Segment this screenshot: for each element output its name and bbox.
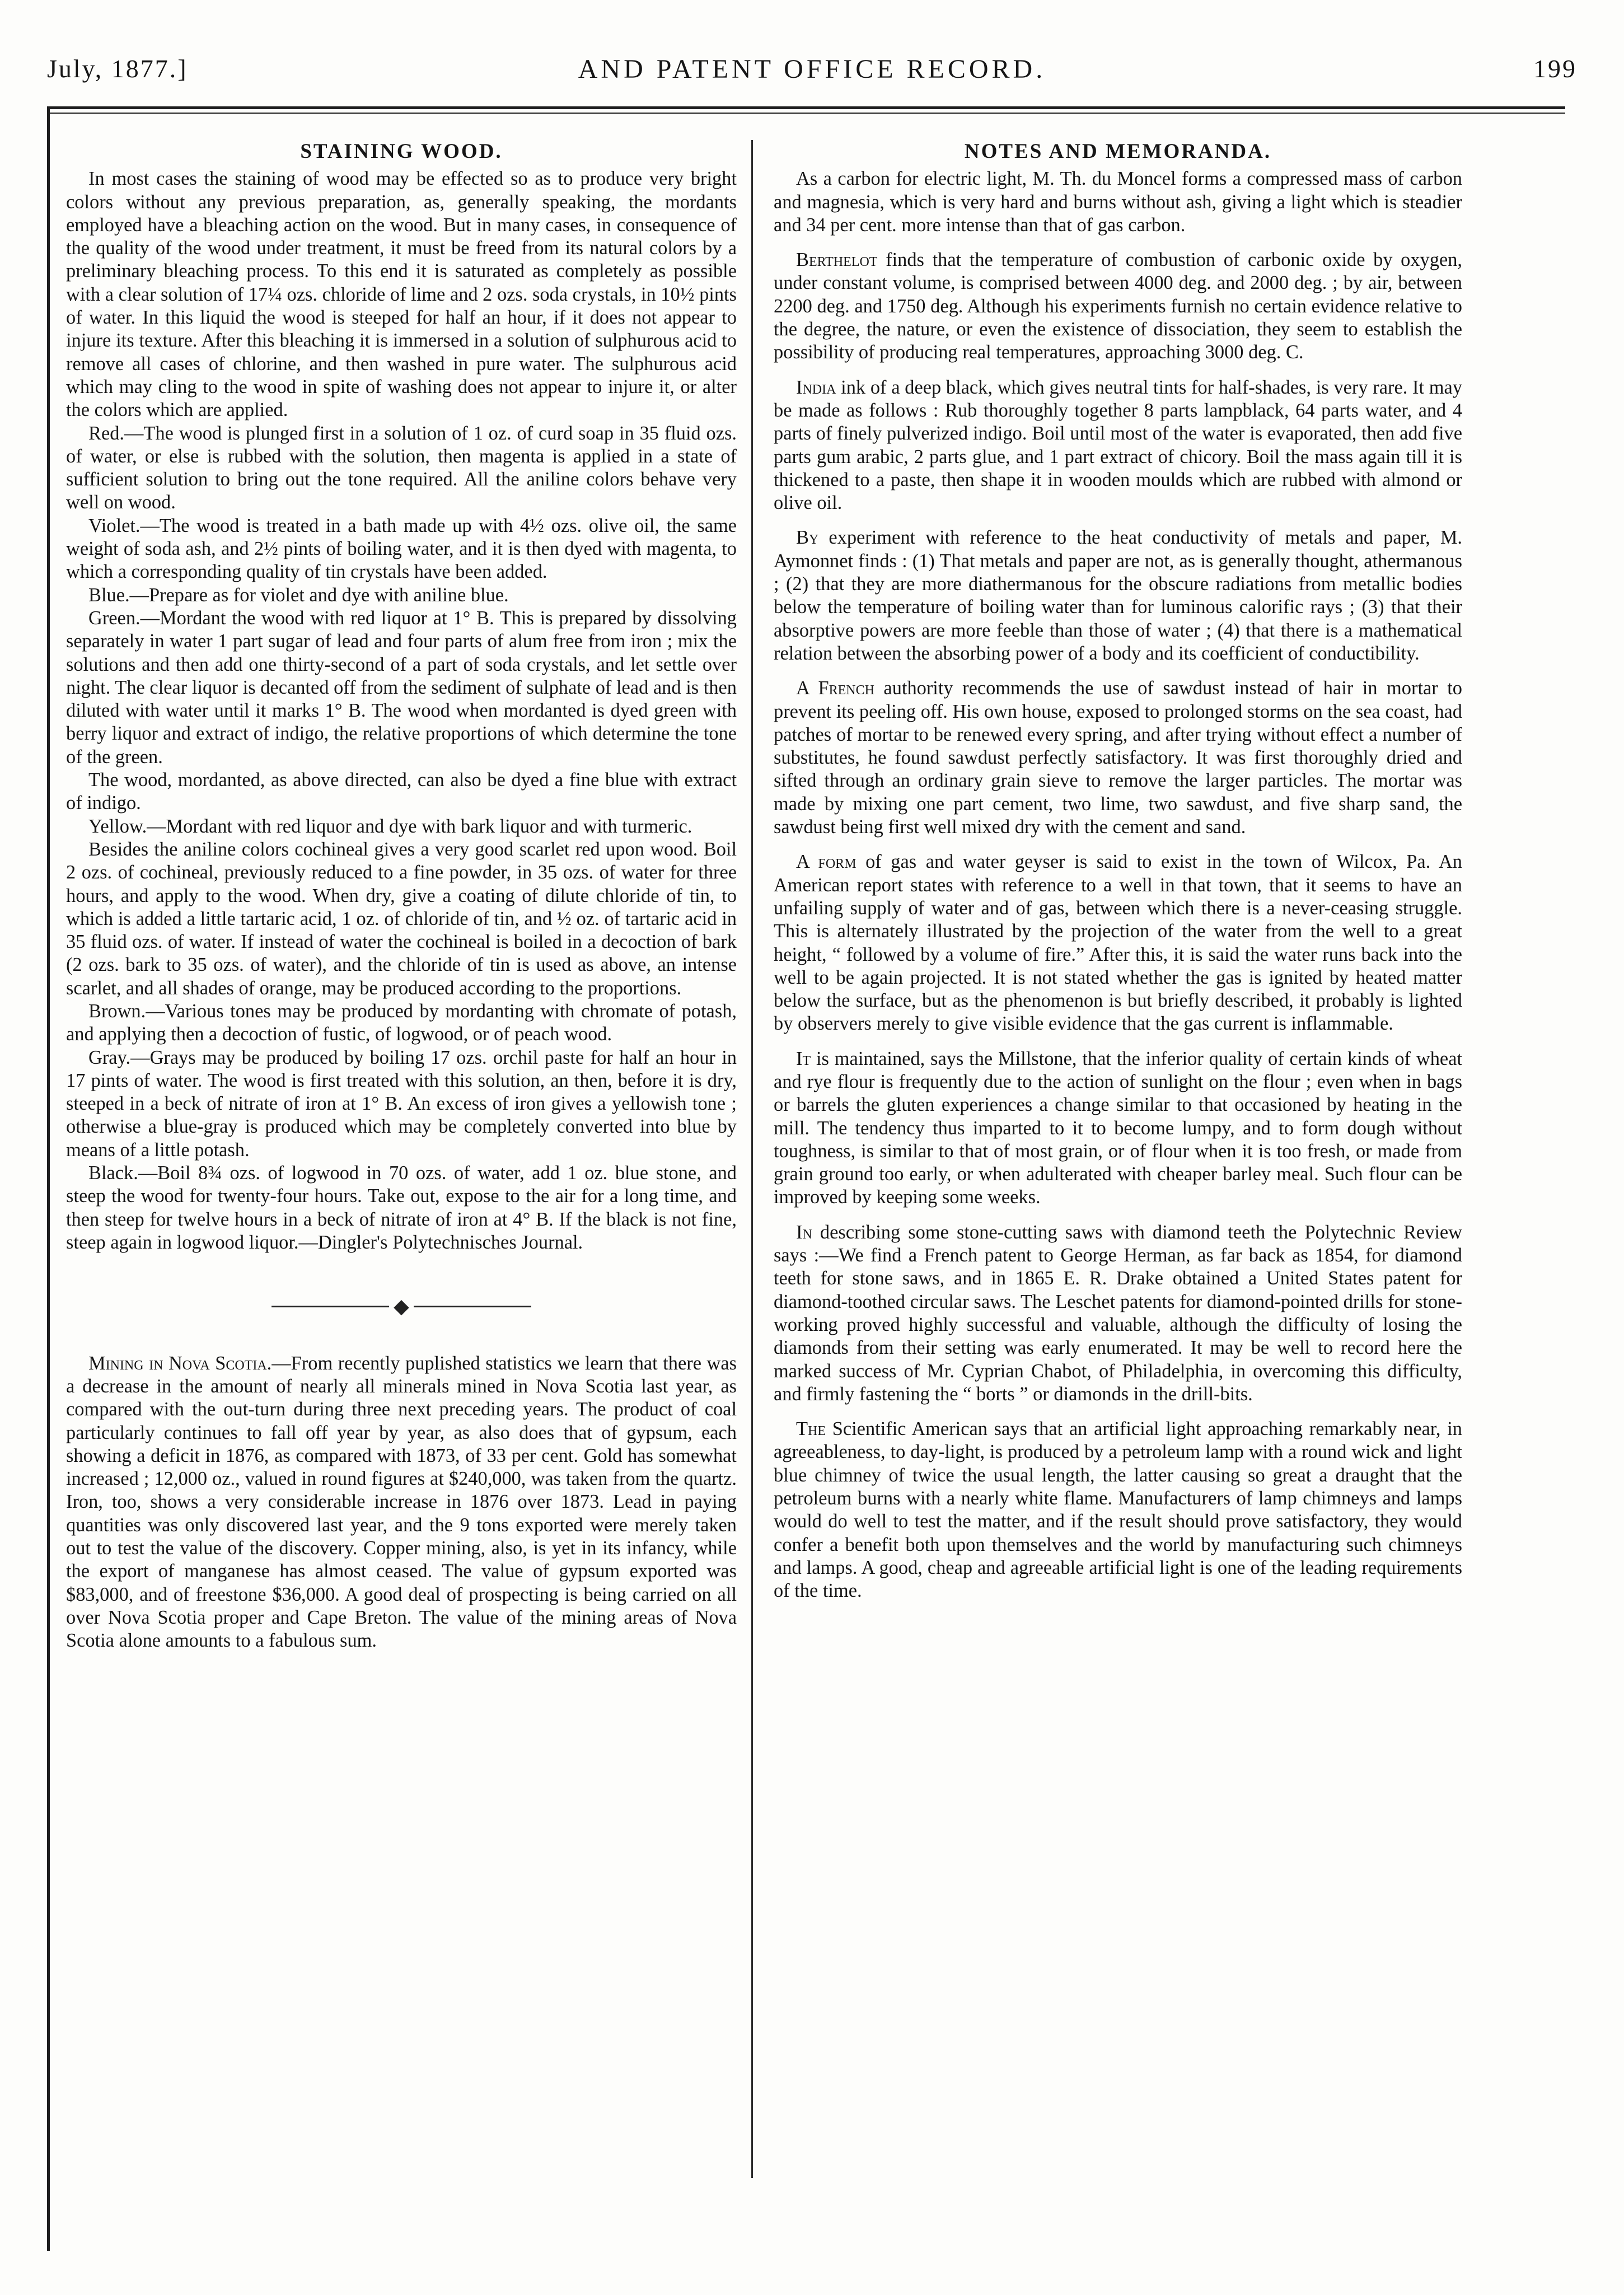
header-rule-thin (47, 113, 1565, 114)
memoranda-lead: In (796, 1221, 812, 1243)
staining-paragraph: Besides the aniline colors cochineal gives a very good scarlet red upon wood. Boil 2 ozs. of cochineal, previously reduced to a fine powder, in 35 ozs. of water for three hours, and apply to the wood. When dry, give a coating of dilute chloride of tin, to which is added a little tartaric acid, 1 oz. of chloride of tin, and ½ oz. of tartaric acid in 35 fluid ozs. of water. If instead of water the cochineal is boiled in a decoction of bark (2 ozs. bark to 35 ozs. of water), and the chloride of tin is used as above, an intense scarlet, and all shades of orange, may be produced according to the proportions. (66, 838, 737, 999)
memoranda-body: Scientific American says that an artificial light approaching remarkably near, in agreeableness, to day-light, is produced by a petroleum lamp with a round wick and light blue chimney of twice the usual length, the latter causing so great a draught that the petroleum burns with a nearly white flame. Manufacturers of lamp chimneys and lamps would do well to test the matter, and if the result should prove satisfactory, they would confer a benefit both upon themselves and the world by manufacturing such chimneys and lamps. A good, cheap and agreeable artificial light is one of the leading requirements of the time. (774, 1418, 1462, 1602)
memoranda-lead: India (796, 376, 836, 398)
left-column (66, 140, 737, 2251)
memoranda-paragraph (774, 1221, 1462, 1406)
mining-body: —From recently puplished statistics we learn that there was a decrease in the amount of nearly all minerals mined in Nova Scotia last year, as compared with the out-turn during three next preceding years. The product of coal particularly continues to fall off year by year, as also does that of gypsum, each showing a deficit in 1876, as compared with 1873, of 33 per cent. Gold has somewhat increased ; 12,000 oz., valued in round figures at $240,000, was taken from the quartz. Iron, too, shows a very considerable increase in 1876 over 1873. Lead in paying quantities was only discovered last year, and the 9 tons exported were merely taken out to test the value of the discovery. Copper mining, also, is yet in its infancy, while the export of manganese has almost ceased. The value of gypsum exported was $83,000, and of freestone $36,000. A good deal of prospecting is being carried on all over Nova Scotia proper and Cape Breton. The value of the mining areas of Nova Scotia alone amounts to a fabulous sum. (66, 1352, 737, 1652)
memoranda-lead: A French (796, 677, 874, 699)
memoranda-body: is maintained, says the Millstone, that the inferior quality of certain kinds of wheat and rye flour is frequently due to the action of sunlight on the flour ; even when in bags or barrels the gluten experiences a change similar to that occasioned by heating in the mill. The tendency thus imparted to it to become lumpy, and to form dough without toughness, is similar to that of most grain, or of flour when it is too fresh, or made from grain ground too early, or when adulterated with cheaper barley meal. Such flour can be improved by keeping some weeks. (774, 1048, 1462, 1208)
staining-paragraph: In most cases the staining of wood may be effected so as to produce very bright colors without any previous preparation, as, generally speaking, the mordants employed have a bleaching action on the wood. But in many cases, in consequence of the quality of the wood under treatment, it must be freed from its natural colors by a preliminary bleaching process. To this end it is saturated as completely as possible with a clear solution of 17¼ ozs. chloride of lime and 2 ozs. soda crystals, in 10½ pints of water. In this liquid the wood is steeped for half an hour, if it does not appear to injure its texture. After this bleaching it is immersed in a solution of sulphurous acid to remove all cases of chlorine, and then washed in pure water. The sulphurous acid which may cling to the wood in spite of washing does not appear to injure it, or alter the colors which are applied. (66, 168, 737, 421)
memoranda-paragraph (774, 167, 1462, 237)
staining-wood-article (66, 167, 737, 1254)
page-number: 199 (1533, 54, 1577, 83)
running-head (47, 54, 1577, 93)
memoranda-paragraph (774, 850, 1462, 1035)
memoranda-lead: It (796, 1048, 811, 1069)
memoranda-paragraph (774, 526, 1462, 665)
memoranda-lead: A form (796, 851, 857, 873)
staining-paragraph: The wood, mordanted, as above directed, can also be dyed a fine blue with extract of indigo. (66, 769, 737, 814)
memoranda-body: finds that the temperature of combustion of carbonic oxide by oxygen, under constant volume, is comprised between 4000 deg. and 2000 deg. ; by air, between 2200 deg. and 1750 deg. Although his experiments furnish no certain evidence relative to the degree, the nature, or even the existence of dissociation, they seem to establish the possibility of producing real temperatures, approaching 3000 deg. C. (774, 249, 1462, 363)
header-rule (47, 106, 1565, 109)
staining-paragraph: Green.—Mordant the wood with red liquor at 1° B. This is prepared by dissolving separately in water 1 part sugar of lead and four parts of alum free from iron ; mix the solutions and then add one thirty-second of a part of soda crystals, and let settle over night. The clear liquor is decanted off from the sediment of sulphate of lead and is then diluted with water until it marks 1° B. The wood when mordanted is dyed green with berry liquor and extract of indigo, the relative proportions of which determine the tone of the green. (66, 607, 737, 768)
memoranda-body: describing some stone-cutting saws with diamond teeth the Polytechnic Review says :—We find a French patent to George Herman, as far back as 1854, for diamond teeth for stone saws, and in 1865 E. R. Drake obtained a United States patent for diamond-toothed circular saws. The Leschet patents for diamond-pointed drills for stone-working proved highly successful and valuable, although the difficulty of losing the diamonds from their setting was early enumerated. It may be well to record here the marked success of Mr. Cyprian Chabot, of Philadelphia, in overcoming this difficulty, and firmly fastening the “ borts ” or diamonds in the drill-bits. (774, 1221, 1462, 1405)
memoranda-body: of gas and water geyser is said to exist in the town of Wilcox, Pa. An American report states with reference to a well in that town, that it seems to have an unfailing supply of water and of gas, between which there is a never-ceasing struggle. This is alternately illustrated by the projection of the water from the well to a great height, “ followed by a volume of fire.” After this, it is said the water runs back into the well to be again projected. It is not stated whether the gas is ignited by heated matter below the surface, but as the phenomenon is but briefly described, it probably is lighted by observers merely to give visible evidence that the gas current is inflammable. (774, 851, 1462, 1035)
memoranda-paragraph (774, 249, 1462, 364)
staining-paragraph: Red.—The wood is plunged first in a solution of 1 oz. of curd soap in 35 fluid ozs. of water, or else is rubbed with the solution, then magenta is applied in a state of sufficient solution to bring out the tone required. All the aniline colors behave very well on wood. (66, 422, 737, 513)
left-border-rule (47, 106, 50, 2251)
memoranda-paragraph (774, 1418, 1462, 1602)
section-ornament: ◆ (66, 1293, 737, 1318)
memoranda-body: ink of a deep black, which gives neutral tints for half-shades, is very rare. It may be made as follows : Rub thoroughly together 8 parts lampblack, 64 parts water, and 4 parts of finely pulverized indigo. Boil until most of the water is evaporated, then add five parts gum arabic, 2 parts glue, and 1 part extract of chicory. Boil the mass again till it is thickened to a paste, then shape it in wooden moulds which are rubbed with almond or olive oil. (774, 376, 1462, 514)
staining-paragraph: Brown.—Various tones may be produced by mordanting with chromate of potash, and applying then a decoction of fustic, of logwood, or of peach wood. (66, 1000, 737, 1045)
memoranda-paragraph (774, 677, 1462, 839)
right-column (774, 140, 1462, 2251)
column-divider (751, 140, 753, 2178)
memoranda-lead: Berthelot (796, 249, 878, 271)
issue-date: July, 1877.] (47, 54, 188, 83)
staining-wood-title: STAINING WOOD. (300, 140, 503, 163)
memoranda-paragraph (774, 376, 1462, 515)
notes-memoranda-article (774, 167, 1462, 1602)
staining-paragraph: Black.—Boil 8¾ ozs. of logwood in 70 ozs. of water, add 1 oz. blue stone, and steep the wood for twenty-four hours. Take out, expose to the air for a long time, and then steep for twelve hours in a beck of nitrate of iron at 4° B. If the black is not fine, steep again in logwood liquor.—Dingler's Polytechnisches Journal. (66, 1162, 737, 1253)
memoranda-body: experiment with reference to the heat conductivity of metals and paper, M. Aymonnet finds : (1) That metals and paper are not, as is generally thought, athermanous ; (2) that they are more diathermanous for the obscure radiations from metallic bodies below the temperature of boiling water than for luminous calorific rays ; (3) that their absorptive powers are more feeble than those of water ; (4) that there is a mathematical relation between the absorbing power of a body and its coefficient of conductibility. (774, 527, 1462, 664)
staining-paragraph: Violet.—The wood is treated in a bath made up with 4½ ozs. olive oil, the same weight of soda ash, and 2½ pints of boiling water, and it is then dyed with magenta, to which a corresponding quality of tin crystals have been added. (66, 515, 737, 583)
memoranda-body: authority recommends the use of sawdust instead of hair in mortar to prevent its peeling off. His own house, exposed to prolonged storms on the sea coast, had patches of mortar to be renewed every spring, and after trying without effect a number of substitutes, he found sawdust perfectly satisfactory. It was first thoroughly dried and sifted through an ordinary grain sieve to remove the larger particles. The mortar was made by mixing one part cement, two lime, two sawdust, and five sharp sand, the sawdust being first well mixed dry with the cement and sand. (774, 677, 1462, 838)
memoranda-paragraph (774, 1048, 1462, 1209)
memoranda-lead: The (796, 1418, 826, 1440)
memoranda-lead: By (796, 527, 819, 549)
staining-paragraph: Blue.—Prepare as for violet and dye with aniline blue. (88, 584, 509, 606)
staining-paragraph: Yellow.—Mordant with red liquor and dye with bark liquor and with turmeric. (88, 815, 692, 837)
staining-paragraph: Gray.—Grays may be produced by boiling 17 ozs. orchil paste for half an hour in 17 pints of water. The wood is first treated with this solution, an then, before it is dry, steeped in a beck of nitrate of iron at 1° B. An excess of iron gives a yellowish tone ; otherwise a blue-gray is produced which may be completely converted into blue by means of a little potash. (66, 1046, 737, 1161)
notes-memoranda-title: NOTES AND MEMORANDA. (964, 140, 1272, 163)
publication-title: AND PATENT OFFICE RECORD. (578, 54, 1046, 84)
mining-lead: Mining in Nova Scotia. (88, 1352, 272, 1374)
memoranda-body: As a carbon for electric light, M. Th. du Moncel forms a compressed mass of carbon and magnesia, which is very hard and burns without ash, giving a light which is steadier and 34 per cent. more intense than that of gas carbon. (774, 168, 1462, 236)
mining-nova-scotia-paragraph (66, 1352, 737, 1653)
